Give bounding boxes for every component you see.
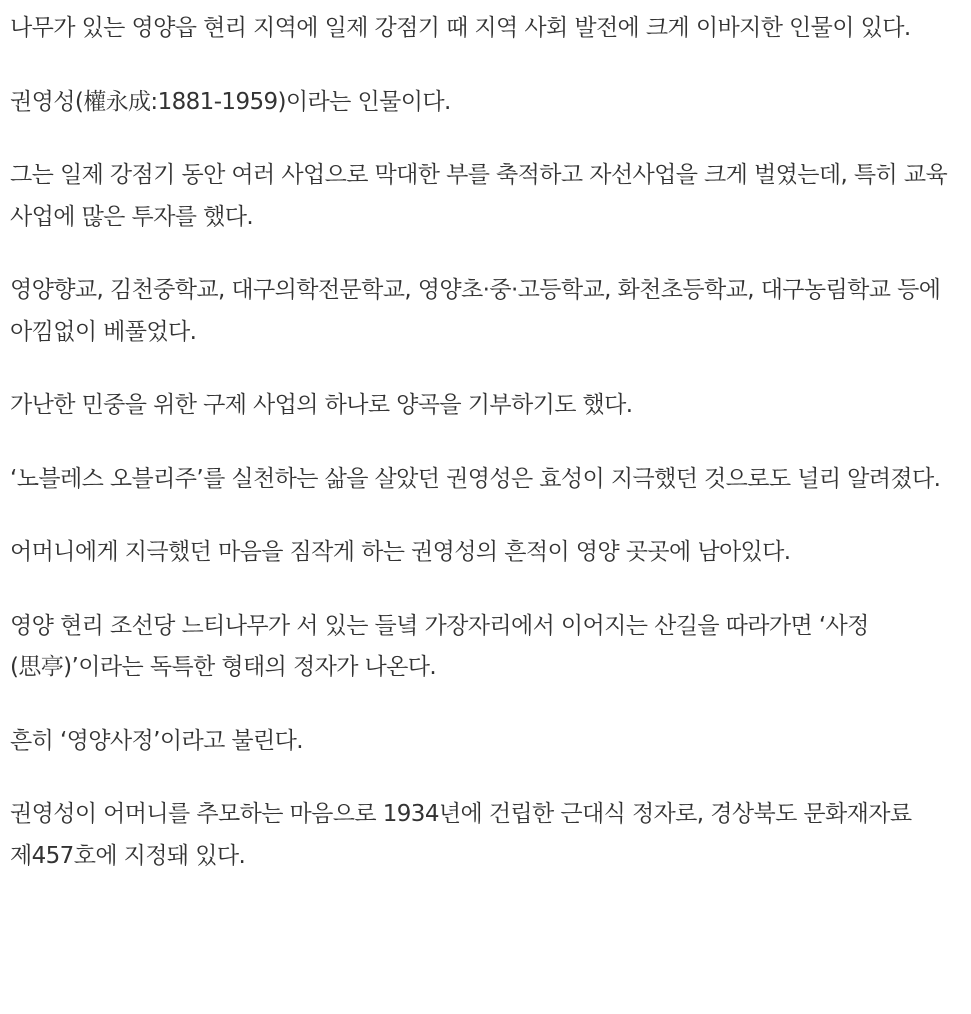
article-paragraph: 흔히 ‘영양사정’이라고 불린다. — [10, 727, 303, 754]
article-paragraph: ‘노블레스 오블리주’를 실천하는 삶을 살았던 권영성은 효성이 지극했던 것으로도 널리 알려졌다. — [10, 465, 941, 492]
article-paragraph: 권영성(權永成:1881-1959)이라는 인물이다. — [10, 88, 451, 115]
article-paragraph: 영양향교, 김천중학교, 대구의학전문학교, 영양초·중·고등학교, 화천초등학교, 대구농림학교 등에 아낌없이 베풀었다. — [10, 277, 941, 345]
article-paragraph: 가난한 민중을 위한 구제 사업의 하나로 양곡을 기부하기도 했다. — [10, 392, 633, 418]
article-paragraph: 권영성이 어머니를 추모하는 마음으로 1934년에 건립한 근대식 정자로, 경상북도 문화재자료 제457호에 지정돼 있다. — [10, 801, 912, 869]
article-paragraph: 그는 일제 강점기 동안 여러 사업으로 막대한 부를 축적하고 자선사업을 크게 벌였는데, 특히 교육 사업에 많은 투자를 했다. — [10, 162, 948, 230]
article-paragraph: 어머니에게 지극했던 마음을 짐작게 하는 권영성의 흔적이 영양 곳곳에 남아있다. — [10, 539, 791, 565]
article-paragraph: 나무가 있는 영양읍 현리 지역에 일제 강점기 때 지역 사회 발전에 크게 이바지한 인물이 있다. — [10, 15, 911, 41]
article-paragraph: 영양 현리 조선당 느티나무가 서 있는 들녘 가장자리에서 이어지는 산길을 따라가면 ‘사정(思亭)’이라는 독특한 형태의 정자가 나온다. — [10, 612, 869, 680]
